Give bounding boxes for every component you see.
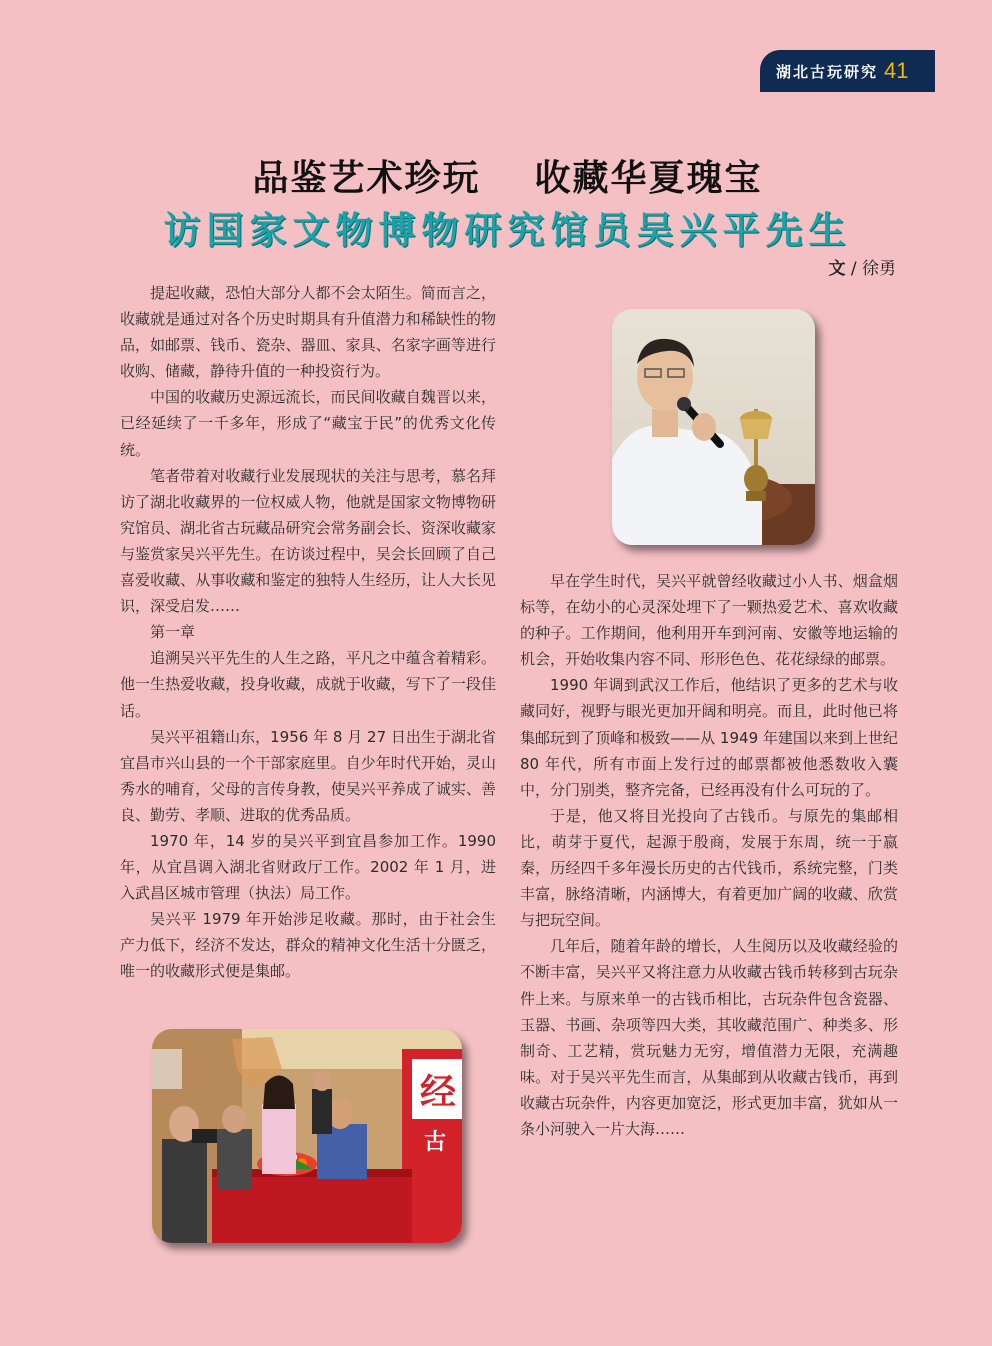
article-main-title: [0, 150, 992, 201]
banner-text: 经: [420, 1072, 457, 1113]
event-photo: [152, 1029, 462, 1243]
paragraph: 吴兴平祖籍山东，1956 年 8 月 27 日出生于湖北省宜昌市兴山县的一个干部家庭里。自少年时代开始，灵山秀水的哺育，父母的言传身教，使吴兴平养成了诚实、善良、勤劳、孝顺、进取的优秀品质。: [120, 727, 496, 824]
byline-separator: /: [850, 259, 857, 279]
right-column: [520, 568, 898, 1142]
paragraph: 几年后，随着年龄的增长，人生阅历以及收藏经验的不断丰富，吴兴平又将注意力从收藏古钱币转移到古玩杂件上来。与原来单一的古钱币相比，古玩杂件包含瓷器、玉器、书画、杂项等四大类，其收藏范围广、种类多、形制奇、工艺精，赏玩魅力无穷，增值潜力无限，充满趣味。对于吴兴平先生而言，从集邮到从收藏古钱币，再到收藏古玩杂件，内容更加宽泛，形式更加丰富，犹如从一条小河驶入一片大海……: [520, 937, 898, 1138]
magazine-name: 湖北古玩研究: [776, 62, 879, 81]
portrait-photo: [612, 309, 815, 545]
left-column: [120, 280, 496, 985]
byline-prefix: 文: [828, 259, 846, 279]
paragraph: 追溯吴兴平先生的人生之路，平凡之中蕴含着精彩。他一生热爱收藏，投身收藏，成就于收藏，写下了一段佳话。: [120, 649, 496, 720]
paragraph: 吴兴平 1979 年开始涉足收藏。那时，由于社会生产力低下，经济不发达，群众的精神文化生活十分匮乏，唯一的收藏形式便是集邮。: [120, 910, 496, 981]
byline-author: 徐勇: [862, 259, 896, 279]
paragraph: 中国的收藏历史源远流长，而民间收藏自魏晋以来，已经延续了一千多年，形成了“藏宝于民”的优秀文化传统。: [120, 388, 496, 459]
main-title-left: 品鉴艺术珍玩: [252, 158, 481, 199]
paragraph: 1990 年调到武汉工作后，他结识了更多的艺术与收藏同好，视野与眼光更加开阔和明亮。而且，此时他已将集邮玩到了顶峰和极致——从 1949 年建国以来到上世纪 80 年代，所有市面上发行过的邮票都被他悉数收入囊中，分门别类，整齐完备，已经再没有什么可玩的了。: [520, 676, 898, 799]
paragraph: 1970 年，14 岁的吴兴平到宜昌参加工作。1990 年，从宜昌调入湖北省财政厅工作。2002 年 1 月，进入武昌区城市管理（执法）局工作。: [120, 831, 496, 903]
article-subtitle: 访国家文物博物研究馆员吴兴平先生: [163, 208, 852, 252]
paragraph: 提起收藏，恐怕大部分人都不会太陌生。简而言之，收藏就是通过对各个历史时期具有升值潜力和稀缺性的物品，如邮票、钱币、瓷杂、器皿、家具、名家字画等进行收购、储藏，静待升值的一种投资行为。: [120, 284, 496, 381]
paragraph: 笔者带着对收藏行业发展现状的关注与思考，慕名拜访了湖北收藏界的一位权威人物，他就是国家文物博物研究馆员、湖北省古玩藏品研究会常务副会长、资深收藏家与鉴赏家吴兴平先生。在访谈过程中，吴会长回顾了自己喜爱收藏、从事收藏和鉴定的独特人生经历，让人大长见识，深受启发……: [120, 466, 496, 616]
banner-text-2: 古: [424, 1130, 447, 1155]
magazine-header-tab: [760, 50, 935, 92]
paragraph: 于是，他又将目光投向了古钱币。与原先的集邮相比，萌芽于夏代，起源于殷商，发展于东周，统一于嬴秦，历经四千多年漫长历史的古代钱币，系统完整，门类丰富，脉络清晰，内涵博大，有着更加广阔的收藏、欣赏与把玩空间。: [520, 806, 898, 930]
main-title-right: 收藏华夏瑰宝: [534, 158, 763, 199]
page-number: 41: [884, 58, 909, 83]
paragraph: 早在学生时代，吴兴平就曾经收藏过小人书、烟盒烟标等，在幼小的心灵深处埋下了一颗热爱艺术、喜欢收藏的种子。工作期间，他利用开车到河南、安徽等地运输的机会，开始收集内容不同、形形色色、花花绿绿的邮票。: [520, 572, 898, 669]
chapter-heading: 第一章: [150, 623, 196, 642]
byline: [828, 254, 896, 279]
